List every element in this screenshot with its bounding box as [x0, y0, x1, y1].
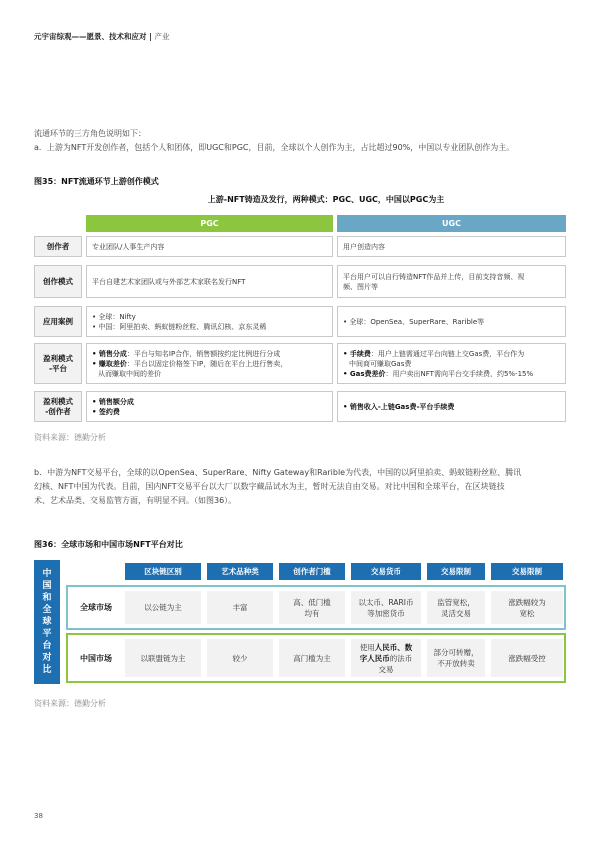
fig36-cell	[279, 591, 345, 624]
header-title: 元宇宙综观——愿景、技术和应对	[34, 32, 147, 41]
cell-line	[360, 653, 413, 664]
side-char: 中	[42, 569, 52, 579]
fig36-col-header: 交易限制	[427, 563, 485, 580]
label-line: 盈利模式	[43, 353, 73, 363]
cell-text: 平台自建艺术家团队或与外部艺术家联名发行NFT	[92, 277, 246, 286]
cell-text: 交易	[378, 664, 394, 674]
row-label: 中国市场	[80, 653, 112, 663]
page-number: 38	[34, 812, 43, 820]
label-line: 盈利模式	[43, 396, 73, 406]
fig36-col-header: 区块链区别	[125, 563, 201, 580]
cell-text: 平台用户可以自行铸造NFT作品并上传，目前支持音频、视	[343, 272, 525, 281]
fig35-header-pgc: PGC	[86, 215, 333, 232]
cell-line: 宽松	[519, 608, 535, 618]
fig35-row-label	[34, 391, 82, 422]
fig35-title: 图35：NFT流通环节上游创作模式	[34, 177, 159, 186]
header-separator: |	[149, 32, 152, 41]
cell-line	[92, 349, 327, 359]
side-char: 平	[42, 629, 52, 639]
cell-text: 中间商可赚取Gas费	[349, 359, 412, 368]
cell-line	[92, 359, 327, 369]
fig35-row-label	[34, 343, 82, 384]
cell-line: 监管宽松，	[437, 597, 475, 607]
cell-bold: • 销售收入-上链Gas费-平台手续费	[343, 402, 455, 411]
cell-line	[343, 349, 560, 359]
cell-bold: • 销售分成	[92, 349, 127, 358]
cell-text: 部分可转赠，	[433, 648, 479, 657]
cell-line: 高、低门槛	[293, 597, 331, 607]
label-line: -创作者	[45, 406, 71, 416]
fig35-cell-ugc	[337, 306, 566, 337]
cell-text: ：用户卖出NFT需向平台交手续费，约5%-15%	[385, 369, 534, 378]
fig36-cell	[491, 591, 563, 624]
fig36-cell: 较少	[207, 639, 273, 677]
cell-text: • 全球：Nifty	[92, 312, 136, 321]
fig35-cell-ugc	[337, 343, 566, 384]
fig36-cell	[427, 591, 485, 624]
fig36-side-label	[34, 560, 60, 684]
fig36-col-header: 创作者门槛	[279, 563, 345, 580]
cell-line	[92, 369, 327, 379]
side-char: 国	[42, 581, 52, 591]
cell-text: ：用户上链需通过平台向链上交Gas费，平台作为	[370, 349, 525, 358]
fig36-row-china	[66, 633, 566, 683]
fig35-cell-pgc	[86, 391, 333, 422]
cell-line: 均有	[304, 608, 320, 618]
cell-line	[343, 359, 560, 369]
cell-text: 从而赚取中间的差价	[98, 369, 161, 378]
fig36-cell: 高门槛为主	[279, 639, 345, 677]
fig35-row-label: 创作模式	[34, 265, 82, 298]
fig36-cell	[351, 591, 421, 624]
fig36-col-header: 交易货币	[351, 563, 421, 580]
cell-bold: • 手续费	[343, 349, 371, 358]
cell-text: ：平台以固定价格签下IP，随后在平台上进行售卖，	[126, 359, 288, 368]
cell-line: 灵活交易	[441, 608, 471, 618]
fig36-row-global	[66, 585, 566, 630]
label-line: -平台	[48, 363, 68, 373]
fig35-source: 资料来源：德勤分析	[34, 433, 106, 442]
cell-bold: 人民币、数	[374, 642, 413, 652]
side-char: 台	[42, 641, 52, 651]
side-char: 全	[42, 605, 52, 615]
fig35-subtitle: 上游-NFT铸造及发行，两种模式：PGC、UGC，中国以PGC为主	[207, 195, 445, 204]
fig35-cell-ugc	[337, 391, 566, 422]
row-label: 全球市场	[80, 603, 112, 612]
side-char: 比	[42, 665, 52, 675]
fig35-header-ugc: UGC	[337, 215, 566, 232]
intro-line-2: a．上游为NFT开发创作者，包括个人和团体，即UGC和PGC，目前，全球以个人创作为主，占比超过90%，中国以专业团队创作为主。	[34, 143, 515, 152]
cell-bold: 字人民币	[359, 653, 390, 663]
fig36-source: 资料来源：德勤分析	[34, 699, 106, 708]
fig35-cell-pgc	[86, 343, 333, 384]
fig35-cell-ugc	[337, 236, 566, 257]
cell-text: 用户创造内容	[343, 242, 385, 251]
fig36-cell: 丰富	[207, 591, 273, 624]
para-b-line-3: 术、艺术品类、交易监管方面，有明显不同。（如图36）。	[34, 496, 237, 505]
cell-line	[360, 642, 413, 653]
fig36-cell: 以公链为主	[125, 591, 201, 624]
cell-line: 以太币、RARI币	[358, 597, 414, 607]
fig35-cell-pgc	[86, 236, 333, 257]
fig36-cell-currency	[351, 639, 421, 677]
para-b-line-2: 幻核、NFT中国为代表。目前，国内NFT交易平台以大厂以数字藏品试水为主，暂时无法自由交易。对比中国和全球平台，在区块链技	[34, 482, 505, 491]
fig35-cell-ugc	[337, 265, 566, 298]
para-b-line-1: b．中游为NFT交易平台，全球的以OpenSea、SuperRare、Nifty Gateway和Rarible为代表，中国的以阿里拍卖、蚂蚁链粉丝粒、腾讯	[34, 468, 522, 477]
cell-text: ：平台与知名IP合作，销售额按约定比例进行分成	[126, 349, 281, 358]
fig35-row-label: 应用案例	[34, 306, 82, 337]
cell-text: 不开放转卖	[437, 659, 475, 668]
side-char: 和	[42, 593, 52, 603]
side-char: 球	[42, 617, 52, 627]
fig36-col-header: 艺术品种类	[207, 563, 273, 580]
cell-bold: • 签约费	[92, 407, 120, 416]
fig36-cell: 涨跌幅受控	[491, 639, 563, 677]
cell-text: 频、图片等	[343, 282, 378, 291]
fig35-cell-pgc	[86, 306, 333, 337]
cell-line: 涨跌幅较为	[508, 597, 546, 607]
cell-text: • 全球：OpenSea、SuperRare、Rarible等	[343, 317, 485, 326]
cell-text: • 中国：阿里拍卖、蚂蚁链粉丝粒、腾讯幻核、京东灵稀	[92, 322, 267, 331]
cell-text: 专业团队/人事生产内容	[92, 242, 165, 251]
header-section: 产业	[154, 32, 170, 41]
fig36-col-header: 交易限制	[491, 563, 563, 580]
fig36-cell	[427, 639, 485, 677]
cell-text: 的法币	[389, 653, 413, 663]
side-char: 对	[42, 653, 52, 663]
intro-line-1: 流通环节的三方角色说明如下：	[34, 129, 146, 138]
fig35-row-label: 创作者	[34, 236, 82, 257]
cell-line: 等加密货币	[367, 608, 405, 618]
cell-bold: • 销售额分成	[92, 397, 134, 406]
fig35-cell-pgc	[86, 265, 333, 298]
cell-bold: • 赚取差价	[92, 359, 127, 368]
fig36-title: 图36：全球市场和中国市场NFT平台对比	[34, 540, 183, 549]
fig36-cell: 以联盟链为主	[125, 639, 201, 677]
cell-text: 使用	[359, 642, 375, 652]
cell-line	[343, 369, 560, 379]
cell-bold: • Gas费差价	[343, 369, 386, 378]
running-header	[34, 31, 170, 42]
